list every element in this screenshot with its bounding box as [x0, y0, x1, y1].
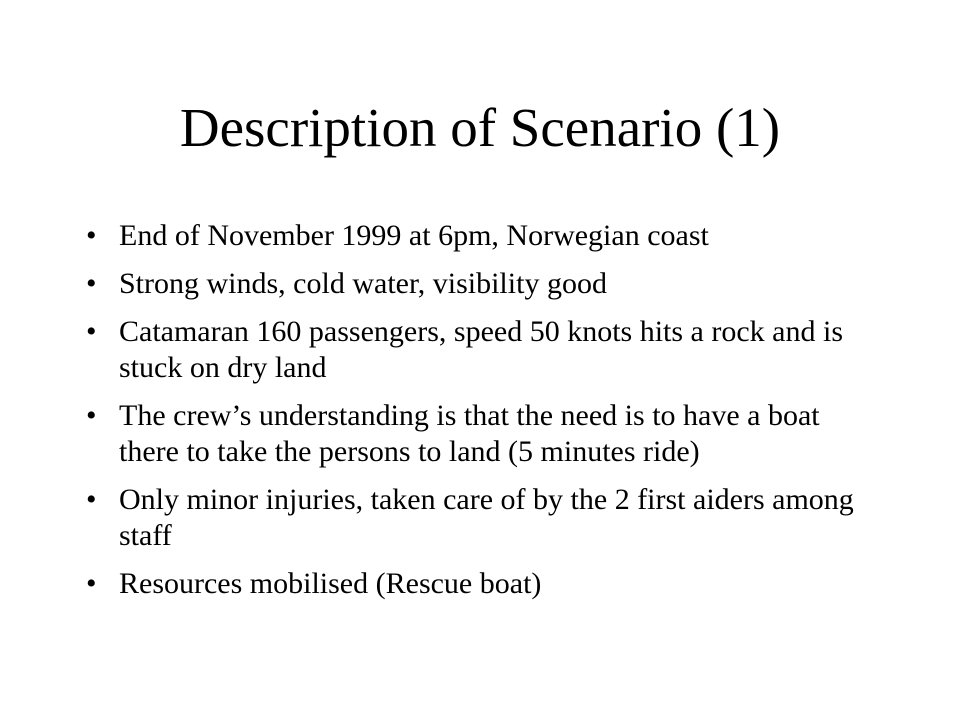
bullet-dot-icon: • — [86, 399, 97, 432]
bullet-item — [86, 218, 866, 254]
bullet-item — [86, 314, 866, 386]
bullet-item — [86, 482, 866, 554]
bullet-text: Strong winds, cold water, visibility good — [119, 267, 607, 300]
bullet-dot-icon: • — [86, 483, 97, 516]
bullet-list — [86, 218, 866, 614]
bullet-text: End of November 1999 at 6pm, Norwegian coast — [119, 219, 709, 252]
bullet-item — [86, 266, 866, 302]
slide-title: Description of Scenario (1) — [179, 97, 781, 158]
bullet-text: Only minor injuries, taken care of by the 2 first aiders among staff — [119, 483, 854, 552]
bullet-dot-icon: • — [86, 567, 97, 600]
bullet-dot-icon: • — [86, 315, 97, 348]
bullet-dot-icon: • — [86, 267, 97, 300]
bullet-dot-icon: • — [86, 219, 97, 252]
bullet-text: The crew’s understanding is that the need is to have a boat there to take the persons to land (5 minutes ride) — [119, 399, 820, 468]
bullet-text: Catamaran 160 passengers, speed 50 knots hits a rock and is stuck on dry land — [119, 315, 843, 384]
bullet-item — [86, 566, 866, 602]
bullet-text: Resources mobilised (Rescue boat) — [119, 567, 542, 600]
bullet-item — [86, 398, 866, 470]
